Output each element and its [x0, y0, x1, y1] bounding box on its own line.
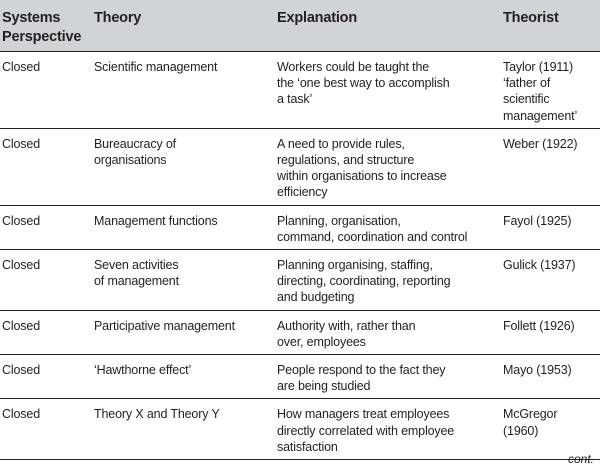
table-row — [0, 399, 600, 460]
cell-explanation: Workers could be taught the the ‘one best way to accomplish a task’ — [277, 52, 503, 129]
cell-theorist: Follett (1926) — [503, 310, 600, 354]
header-theory: Theory — [94, 0, 277, 52]
table-row — [0, 205, 600, 249]
cell-theory: Seven activities of management — [94, 250, 277, 311]
continued-label: cont. — [567, 452, 594, 466]
cell-explanation: Authority with, rather than over, employees — [277, 310, 503, 354]
cell-explanation: Planning, organisation, command, coordination and control — [277, 205, 503, 249]
cell-perspective: Closed — [0, 310, 94, 354]
table-row — [0, 250, 600, 311]
table-header — [0, 0, 600, 52]
cell-explanation: A need to provide rules, regulations, and structure within organisations to increase efficiency — [277, 128, 503, 205]
cell-perspective: Closed — [0, 355, 94, 399]
cell-perspective: Closed — [0, 399, 94, 460]
cell-perspective: Closed — [0, 250, 94, 311]
cell-explanation: Planning organising, staffing, directing, coordinating, reporting and budgeting — [277, 250, 503, 311]
cell-theorist: Weber (1922) — [503, 128, 600, 205]
cell-perspective: Closed — [0, 205, 94, 249]
cell-theory: Participative management — [94, 310, 277, 354]
cell-theorist: Gulick (1937) — [503, 250, 600, 311]
table-body — [0, 52, 600, 460]
cell-theory: Scientific management — [94, 52, 277, 129]
cell-explanation: People respond to the fact they are being studied — [277, 355, 503, 399]
cell-theory: Bureaucracy of organisations — [94, 128, 277, 205]
header-explanation: Explanation — [277, 0, 503, 52]
cell-theory: Management functions — [94, 205, 277, 249]
cell-theorist: Taylor (1911) ‘father of scientific management’ — [503, 52, 600, 129]
cell-perspective: Closed — [0, 128, 94, 205]
table-row — [0, 355, 600, 399]
cell-theorist: Mayo (1953) — [503, 355, 600, 399]
header-theorist: Theorist — [503, 0, 600, 52]
header-row — [0, 0, 600, 52]
cell-explanation: How managers treat employees directly correlated with employee satisfaction — [277, 399, 503, 460]
table-row — [0, 310, 600, 354]
header-systems-perspective: Systems Perspective — [0, 0, 94, 52]
table-row — [0, 128, 600, 205]
cell-perspective: Closed — [0, 52, 94, 129]
cell-theorist: McGregor (1960) — [503, 399, 600, 460]
table-row — [0, 52, 600, 129]
cell-theorist: Fayol (1925) — [503, 205, 600, 249]
cell-theory: Theory X and Theory Y — [94, 399, 277, 460]
cell-theory: ‘Hawthorne effect’ — [94, 355, 277, 399]
